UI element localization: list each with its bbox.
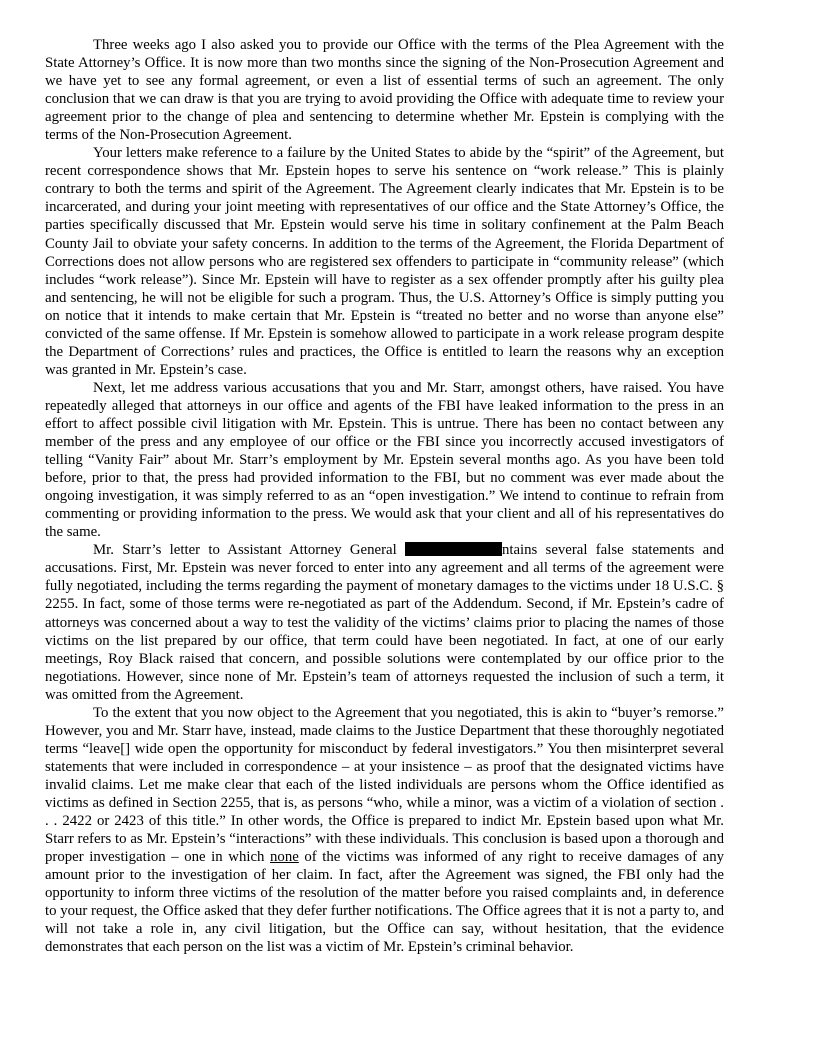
paragraph-starr-letter (45, 541, 724, 703)
paragraph-buyers-remorse-rest: of the victims was informed of any right to receive damages of any amount prior to the investigation of her claim. In fact, after the Agreement was signed, the FBI only had the opportunity to inform three victims of the resolution of the matter before you raised complaints and, in deference to your request, the Office asked that they defer further notifications. The Office agrees that it is not a party to, and will not take a role in, any civil litigation, but the Office can say, without hesitation, that the evidence demonstrates that each person on the list was a victim of Mr. Epstein’s criminal behavior. (45, 849, 724, 956)
paragraph-buyers-remorse (45, 704, 724, 957)
paragraph-buyers-remorse-start: To the extent that you now object to the Agreement that you negotiated, this is akin to “buyer’s remorse.” However, you and Mr. Starr have, instead, made claims to the Justice Department that these thoroughly negotiated terms “leave[] wide open the opportunity for misconduct by federal investigators.” You then misinterpret several statements that were included in correspondence – at your insistence – as proof that the designated victims have invalid claims. Let me make clear that each of the listed individuals are persons whom the Office identified as victims as defined in Section 2255, that is, as persons “who, while a minor, was a victim of a violation of section . . . 2422 or 2423 of this title.” In other words, the Office is prepared to indict Mr. Epstein based upon what Mr. Starr refers to as Mr. Epstein’s “interactions” with these individuals. This conclusion is based upon a thorough and proper investigation – one in which (45, 704, 724, 866)
redaction-block (405, 542, 502, 556)
paragraph-starr-letter-start: Mr. Starr’s letter to Assistant Attorney General (93, 542, 405, 559)
letter-body (45, 36, 724, 956)
paragraph-plea-agreement: Three weeks ago I also asked you to provide our Office with the terms of the Plea Agreement with the State Attorney’s Office. It is now more than two months since the signing of the Non-Prosecution Agreement and we have yet to see any formal agreement, or even a list of essential terms of such an agreement. The only conclusion that we can draw is that you are trying to avoid providing the Office with adequate time to review your agreement prior to the change of plea and sentencing to determine whether Mr. Epstein is complying with the terms of the Non-Prosecution Agreement. (45, 37, 724, 144)
paragraph-work-release: Your letters make reference to a failure by the United States to abide by the “spirit” of the Agreement, but recent correspondence shows that Mr. Epstein hopes to serve his sentence on “work release.” This is plainly contrary to both the terms and spirit of the Agreement. The Agreement clearly indicates that Mr. Epstein is to be incarcerated, and during your joint meeting with representatives of our office and the State Attorney’s Office, the parties specifically discussed that Mr. Epstein would serve his time in solitary confinement at the Palm Beach County Jail to obviate your safety concerns. In addition to the terms of the Agreement, the Florida Department of Corrections does not allow persons who are registered sex offenders to participate in “community release” (which includes “work release”). Since Mr. Epstein will have to register as a sex offender promptly after his guilty plea and sentencing, he will not be eligible for such a program. Thus, the U.S. Attorney’s Office is simply putting you on notice that it intends to make certain that Mr. Epstein is “treated no better and no worse than anyone else” convicted of the same offense. If Mr. Epstein is somehow allowed to participate in a work release program despite the Department of Corrections’ rules and practices, the Office is entitled to learn the reasons why an exception was granted in Mr. Epstein’s case. (45, 145, 724, 378)
paragraph-press-leaks: Next, let me address various accusations that you and Mr. Starr, amongst others, have raised. You have repeatedly alleged that attorneys in our office and agents of the FBI have leaked information to the press in an effort to affect possible civil litigation with Mr. Epstein. This is untrue. There has been no contact between any member of the press and any employee of our office or the FBI since you incorrectly accused investigators of telling “Vanity Fair” about Mr. Starr’s employment by Mr. Epstein several months ago. As you have been told before, prior to that, the press had provided information to the FBI, but no comment was ever made about the ongoing investigation, it was simply referred to as an “open investigation.” We intend to continue to refrain from commenting or providing information to the press. We would ask that your client and all of his representatives do the same. (45, 379, 724, 541)
paragraph-starr-letter-rest: ntains several false statements and accusations. First, Mr. Epstein was never forced to enter into any agreement and all terms of the agreement were fully negotiated, including the terms regarding the payment of monetary damages to the victims under 18 U.S.C. § 2255. In fact, some of those terms were re-negotiated as part of the Addendum. Second, if Mr. Epstein’s cadre of attorneys was concerned about a way to test the validity of the victims’ claims prior to placing the names of those victims on the list prepared by our office, that term could have been negotiated. In fact, at one of our early meetings, Roy Black raised that concern, and possible solutions were contemplated by our office prior to the negotiations. However, since none of Mr. Epstein’s team of attorneys requested the inclusion of such a term, it was omitted from the Agreement. (45, 542, 725, 703)
underlined-word: none (270, 849, 299, 866)
